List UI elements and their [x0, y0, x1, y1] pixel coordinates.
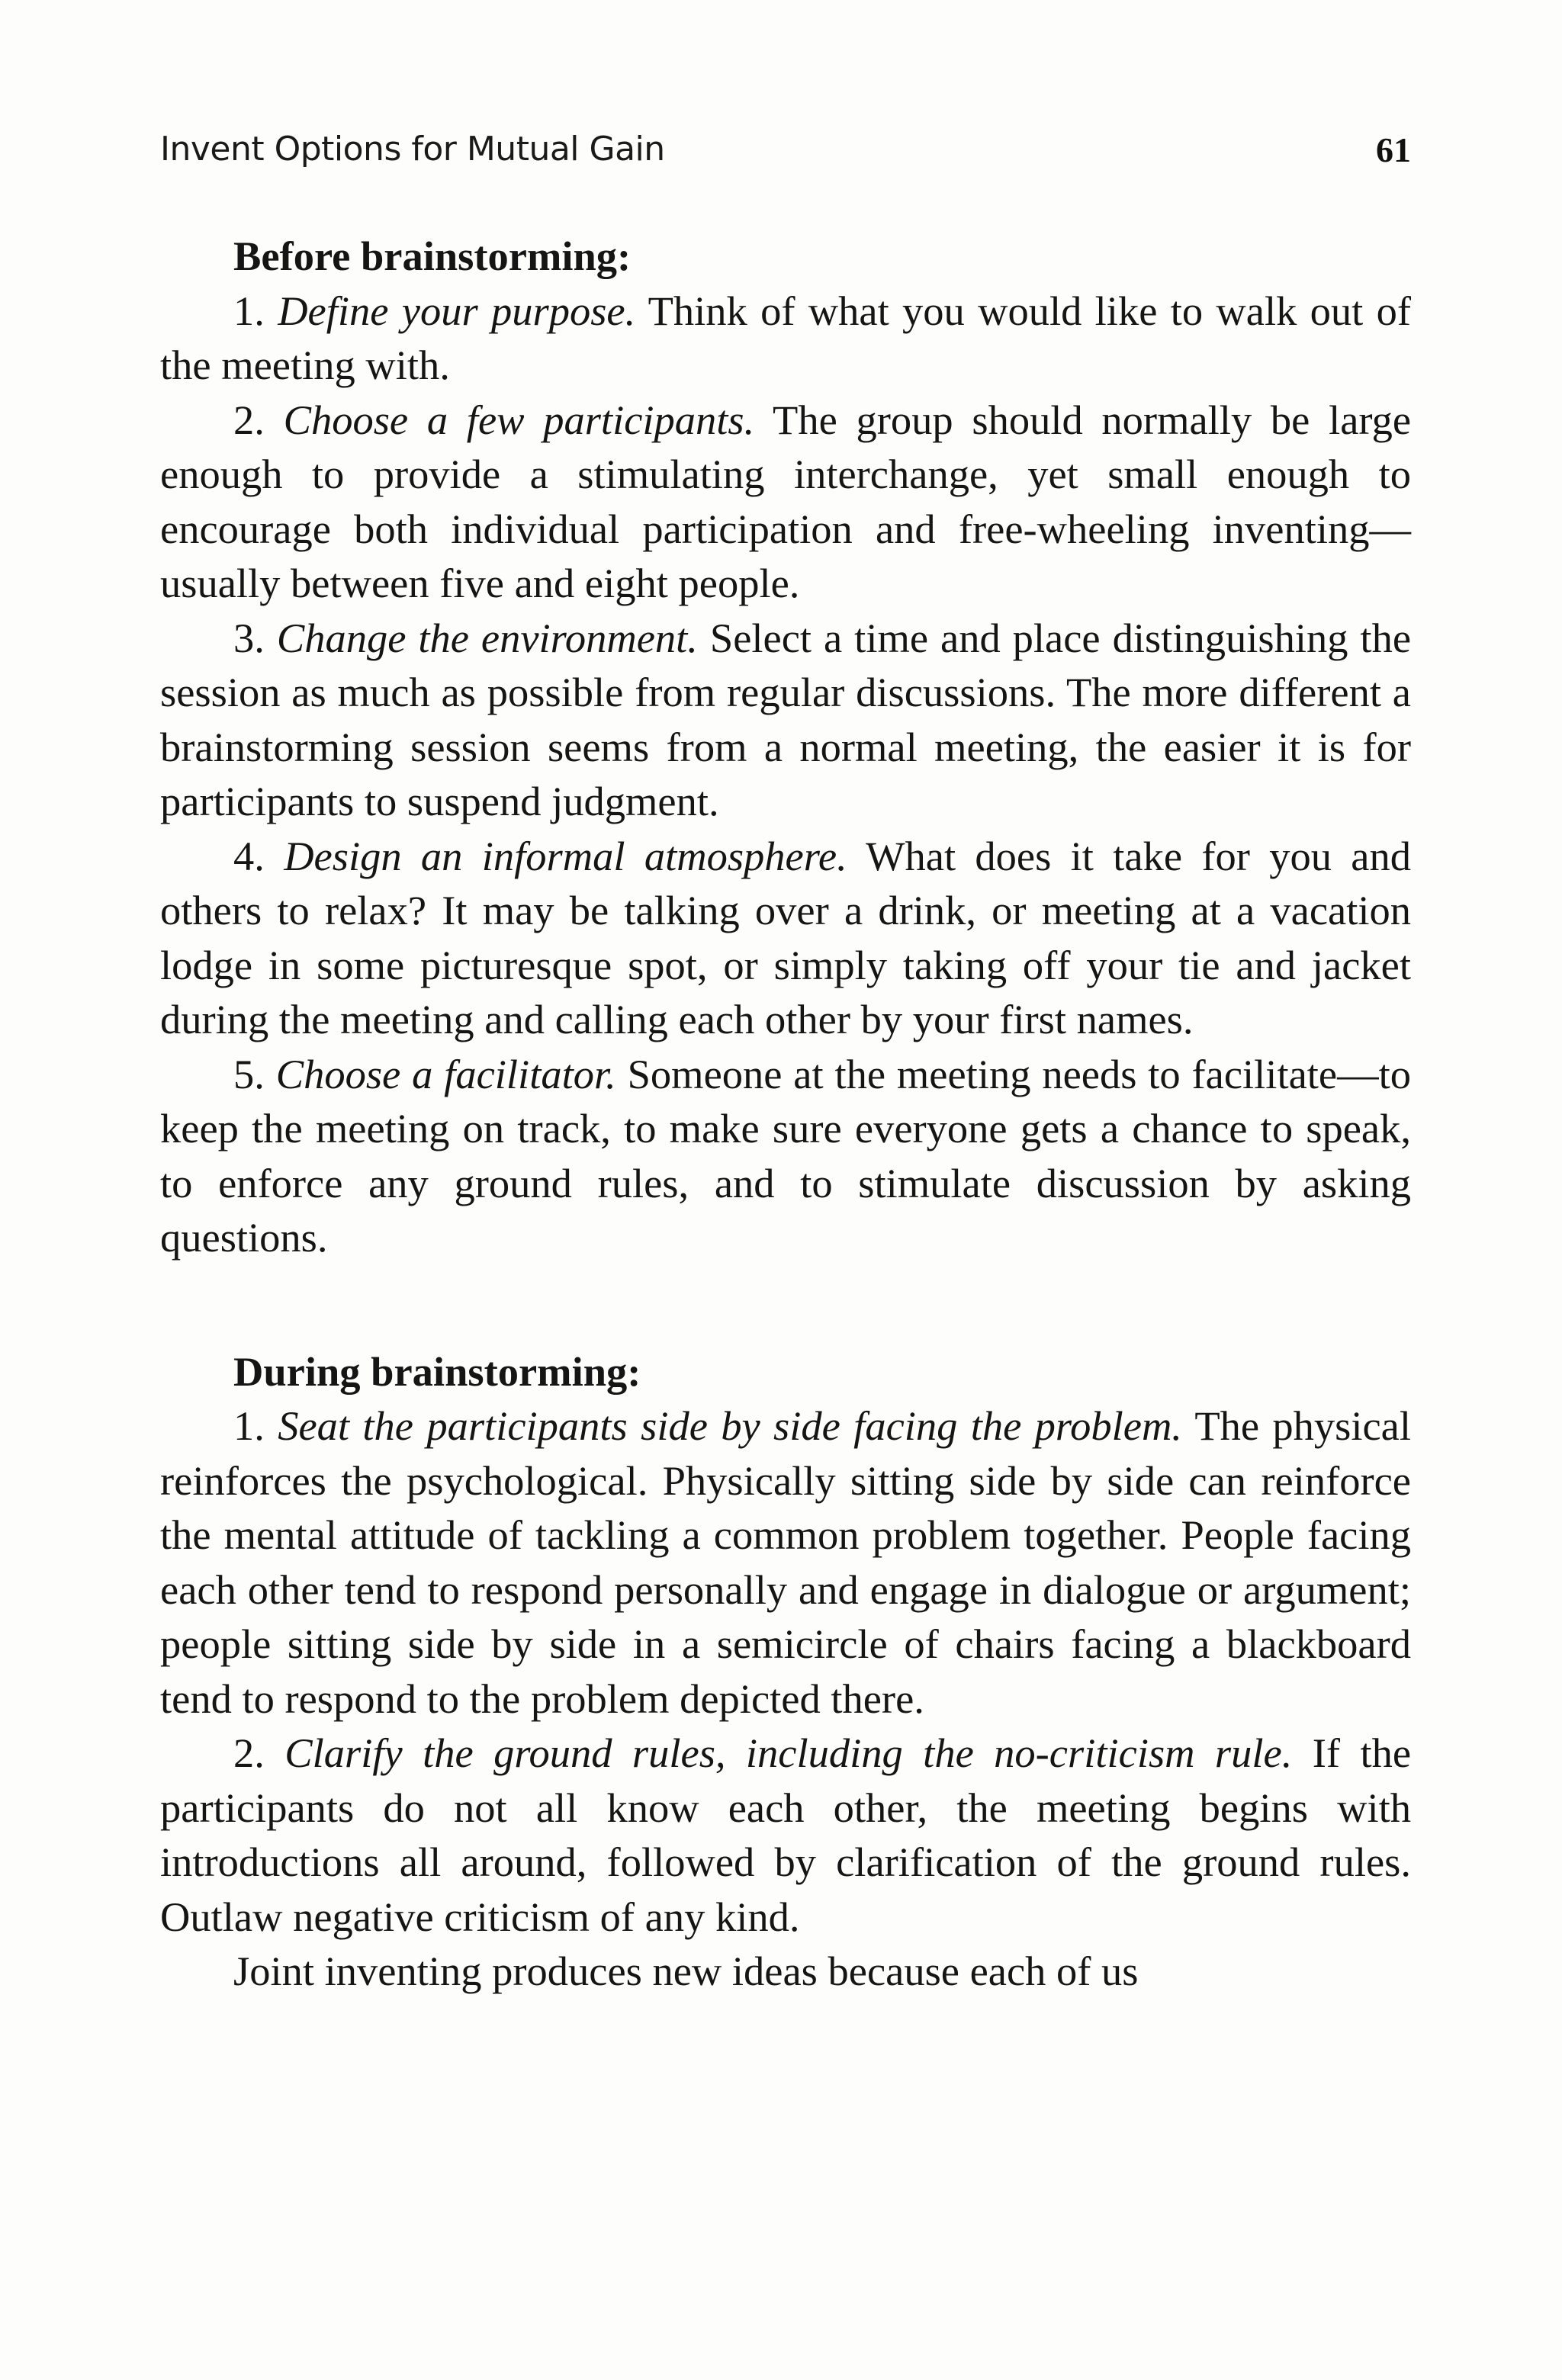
closing-paragraph: Joint inventing produces new ideas because each of us [233, 1948, 1139, 1994]
item-text: Someone at the meeting needs to facilitate—to keep the meeting on track, to make sure everyone gets a chance to speak, to enforce any ground rules, and to stimulate discussion by asking questions. [160, 1050, 1412, 1261]
item-number: 5. [233, 1050, 265, 1097]
item-number: 2. [233, 396, 265, 443]
item-number: 4. [233, 832, 265, 879]
item-text: If the participants do not all know each other, the meeting begins with introductions all around, followed by clarification of the ground rules. Outlaw negative criticism of any kind. [160, 1730, 1412, 1940]
item-title: Design an informal atmosphere. [284, 832, 847, 879]
list-item [160, 284, 1411, 393]
list-item [160, 1399, 1411, 1726]
list-item [160, 829, 1411, 1047]
item-number: 3. [233, 614, 265, 661]
list-item [160, 611, 1411, 829]
item-number: 1. [233, 1402, 265, 1449]
list-item [160, 393, 1411, 611]
section-heading-before: Before brainstorming: [233, 233, 632, 279]
list-item [160, 1726, 1411, 1944]
running-title: Invent Options for Mutual Gain [160, 130, 665, 169]
item-number: 2. [233, 1730, 265, 1776]
running-head [160, 130, 1411, 183]
item-text: The group should normally be large enough to provide a stimulating interchange, yet small enough to encourage both individual participation and free-wheeling inventing—usually between five and eight people. [160, 396, 1412, 606]
list-item [160, 1047, 1411, 1265]
item-title: Choose a facilitator. [275, 1050, 616, 1097]
item-title: Clarify the ground rules, including the no-criticism rule. [284, 1730, 1293, 1776]
section-heading-during: During brainstorming: [233, 1347, 641, 1395]
item-title: Define your purpose. [278, 287, 636, 334]
item-title: Seat the participants side by side facing the problem. [278, 1402, 1182, 1449]
section-gap [160, 1265, 1411, 1344]
item-number: 1. [233, 287, 265, 334]
item-title: Change the environment. [276, 614, 698, 661]
item-text: Think of what you would like to walk out of the meeting with. [160, 287, 1412, 388]
item-text: Select a time and place distinguishing the session as much as possible from regular discussions. The more different a brainstorming session seems from a normal meeting, the easier it is for participants to suspend judgment. [160, 614, 1412, 824]
page-body [160, 229, 1411, 1999]
item-title: Choose a few participants. [283, 396, 755, 443]
item-text: What does it take for you and others to relax? It may be talking over a drink, or meeting at a vacation lodge in some picturesque spot, or simply taking off your tie and jacket during the meeting and calling each other by your first names. [160, 832, 1412, 1042]
page-number: 61 [1376, 130, 1411, 169]
item-text: The physical reinforces the psychological. Physically sitting side by side can reinforce the mental attitude of tackling a common problem together. People facing each other tend to respond personally and engage in dialogue or argument; people sitting side by side in a semicircle of chairs facing a blackboard tend to respond to the problem depicted there. [160, 1402, 1412, 1722]
